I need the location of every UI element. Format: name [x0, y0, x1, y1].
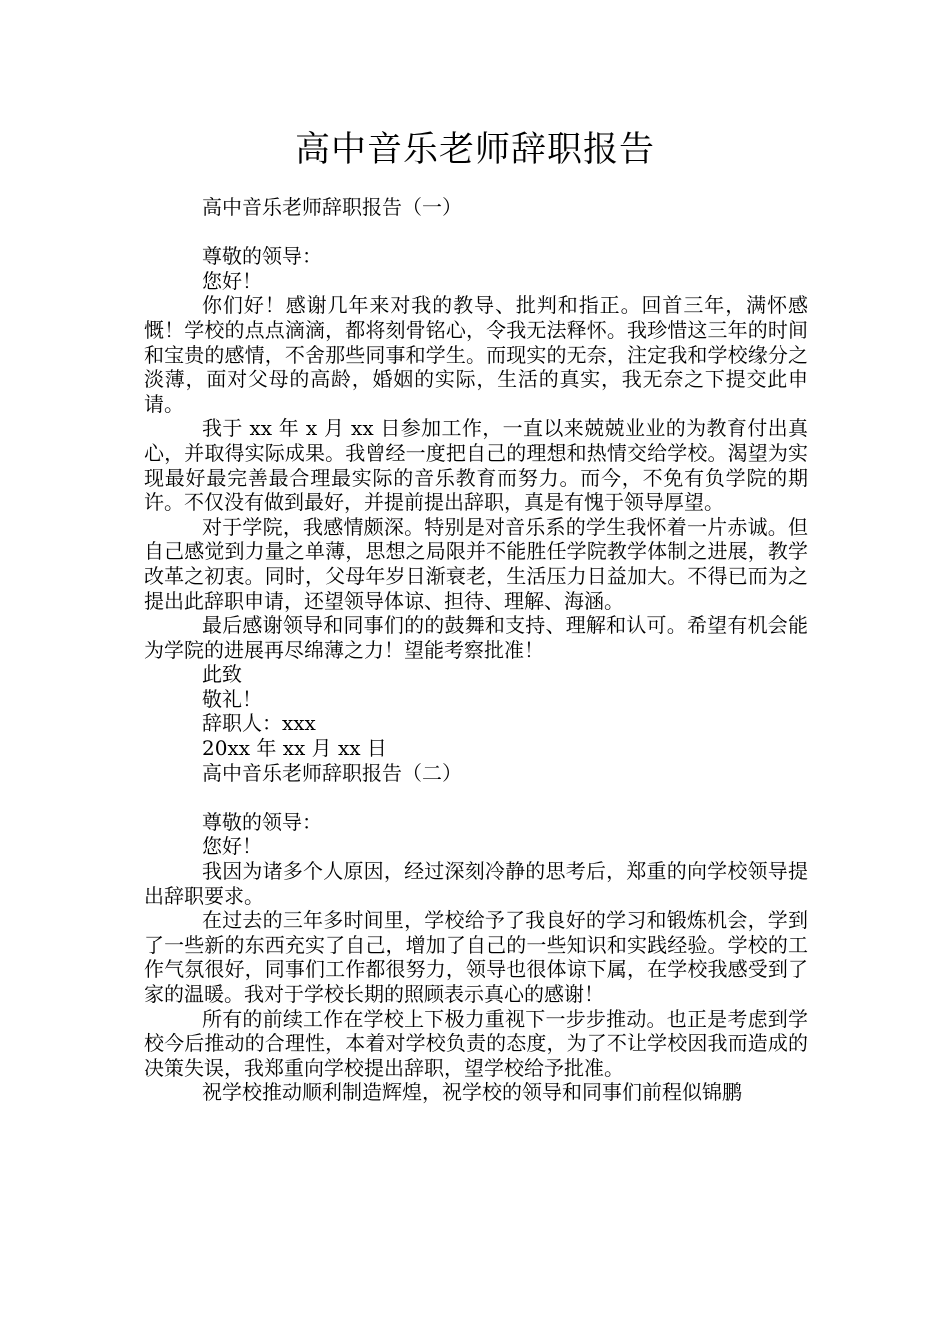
signer: 辞职人：xxx — [202, 711, 316, 736]
closing-line-2: 敬礼！ — [202, 686, 262, 711]
paragraph: 对于学院，我感情颇深。特别是对音乐系的学生我怀着一片赤诚。但自己感觉到力量之单薄，思想之局限并不能胜任学院教学体制之进展，教学改革之初衷。同时，父母年岁日渐衰老，生活压力日益加大。不得已而为之提出此辞职申请，还望领导体谅、担待、理解、海涵。 — [144, 514, 808, 613]
blank-line — [144, 220, 808, 245]
paragraph: 祝学校推动顺利制造辉煌，祝学校的领导和同事们前程似锦鹏 — [202, 1080, 742, 1105]
paragraph: 我于 xx 年 x 月 xx 日参加工作，一直以来兢兢业业的为教育付出真心，并取得实际成果。我曾经一度把自己的理想和热情交给学校。渴望为实现最好最完善最合理最实际的音乐教育而努力。而今，不免有负学院的期许。不仅没有做到最好，并提前提出辞职，真是有愧于领导厚望。 — [144, 416, 808, 515]
closing-line-1: 此致 — [202, 662, 242, 687]
paragraph: 所有的前续工作在学校上下极力重视下一步步推动。也正是考虑到学校今后推动的合理性，本着对学校负责的态度，为了不让学校因我而造成的决策失误，我郑重向学校提出辞职，望学校给予批准。 — [144, 1006, 808, 1080]
paragraph: 你们好！感谢几年来对我的教导、批判和指正。回首三年，满怀感慨！学校的点点滴滴，都将刻骨铭心，令我无法释怀。我珍惜这三年的时间和宝贵的感情，不舍那些同事和学生。而现实的无奈，注定我和学校缘分之淡薄，面对父母的高龄，婚姻的实际，生活的真实，我无奈之下提交此申请。 — [144, 293, 808, 416]
document-body — [144, 195, 808, 1105]
section-heading-1: 高中音乐老师辞职报告（一） — [202, 195, 462, 219]
document-title: 高中音乐老师辞职报告 — [294, 130, 655, 170]
paragraph: 最后感谢领导和同事们的的鼓舞和支持、理解和认可。希望有机会能为学院的进展再尽绵薄之力！望能考察批准！ — [144, 613, 808, 662]
greeting-1: 您好！ — [202, 268, 262, 293]
blank-line — [144, 785, 808, 810]
section-heading-2: 高中音乐老师辞职报告（二） — [202, 760, 462, 785]
paragraph: 我因为诸多个人原因，经过深刻冷静的思考后，郑重的向学校领导提出辞职要求。 — [144, 859, 808, 908]
greeting-2: 您好！ — [202, 834, 262, 859]
salutation-1: 尊敬的领导： — [202, 244, 322, 269]
date: 20xx 年 xx 月 xx 日 — [202, 736, 387, 761]
salutation-2: 尊敬的领导： — [202, 809, 322, 834]
paragraph: 在过去的三年多时间里，学校给予了我良好的学习和锻炼机会，学到了一些新的东西充实了自己，增加了自己的一些知识和实践经验。学校的工作气氛很好，同事们工作都很努力，领导也很体谅下属，在学校我感受到了家的温暖。我对于学校长期的照顾表示真心的感谢！ — [144, 908, 808, 1006]
